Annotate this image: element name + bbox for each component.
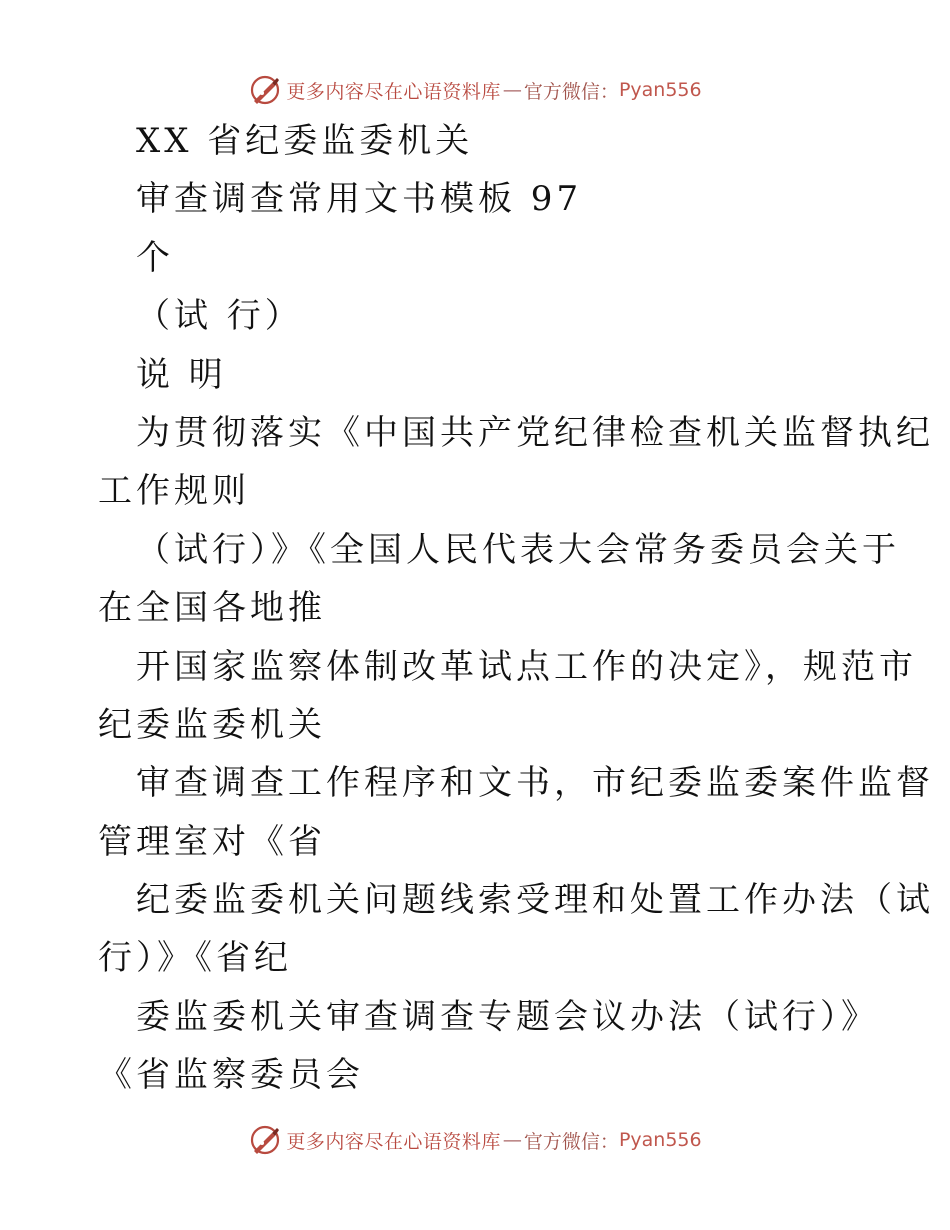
- doc-line: 纪委监委机关问题线索受理和处置工作办法（试: [136, 880, 934, 921]
- doc-line: 工作规则: [98, 471, 250, 512]
- watermark-footer: [0, 1120, 950, 1160]
- watermark-wechat-label: 官方微信：: [523, 1130, 619, 1153]
- document-body: [98, 112, 934, 1105]
- pen-logo-icon: [248, 73, 282, 107]
- pen-logo-icon: [248, 1123, 282, 1157]
- doc-line: 为贯彻落实《中国共产党纪律检查机关监督执纪: [136, 412, 934, 453]
- doc-line: 说 明: [136, 354, 227, 395]
- doc-line: 开国家监察体制改革试点工作的决定》，规范市: [136, 646, 917, 687]
- doc-line: （试 行）: [136, 296, 303, 337]
- watermark-wechat-id: Pyan556: [618, 1129, 702, 1151]
- doc-line: 行）》《省纪: [98, 938, 292, 979]
- watermark-header: [0, 70, 950, 110]
- doc-line: 《省监察委员会: [98, 1055, 364, 1096]
- watermark-main-text: 更多内容尽在心语资料库: [286, 80, 501, 103]
- doc-line: XX 省纪委监委机关: [136, 121, 474, 161]
- doc-line: 个: [136, 237, 174, 278]
- watermark-wechat-label: 官方微信：: [523, 80, 619, 103]
- doc-line: （试行）》《全国人民代表大会常务委员会关于: [136, 529, 900, 570]
- doc-line: 审查调查常用文书模板 97: [136, 179, 583, 220]
- doc-line: 审查调查工作程序和文书，市纪委监委案件监督: [136, 763, 934, 804]
- watermark-dash: —: [502, 79, 522, 101]
- watermark-main-text: 更多内容尽在心语资料库: [286, 1130, 501, 1153]
- doc-line: 纪委监委机关: [98, 704, 326, 745]
- watermark-dash: —: [502, 1129, 522, 1151]
- doc-line: 管理室对《省: [98, 821, 326, 862]
- doc-line: 在全国各地推: [98, 588, 326, 629]
- watermark-wechat-id: Pyan556: [618, 79, 702, 101]
- doc-line: 委监委机关审查调查专题会议办法（试行）》: [136, 996, 879, 1037]
